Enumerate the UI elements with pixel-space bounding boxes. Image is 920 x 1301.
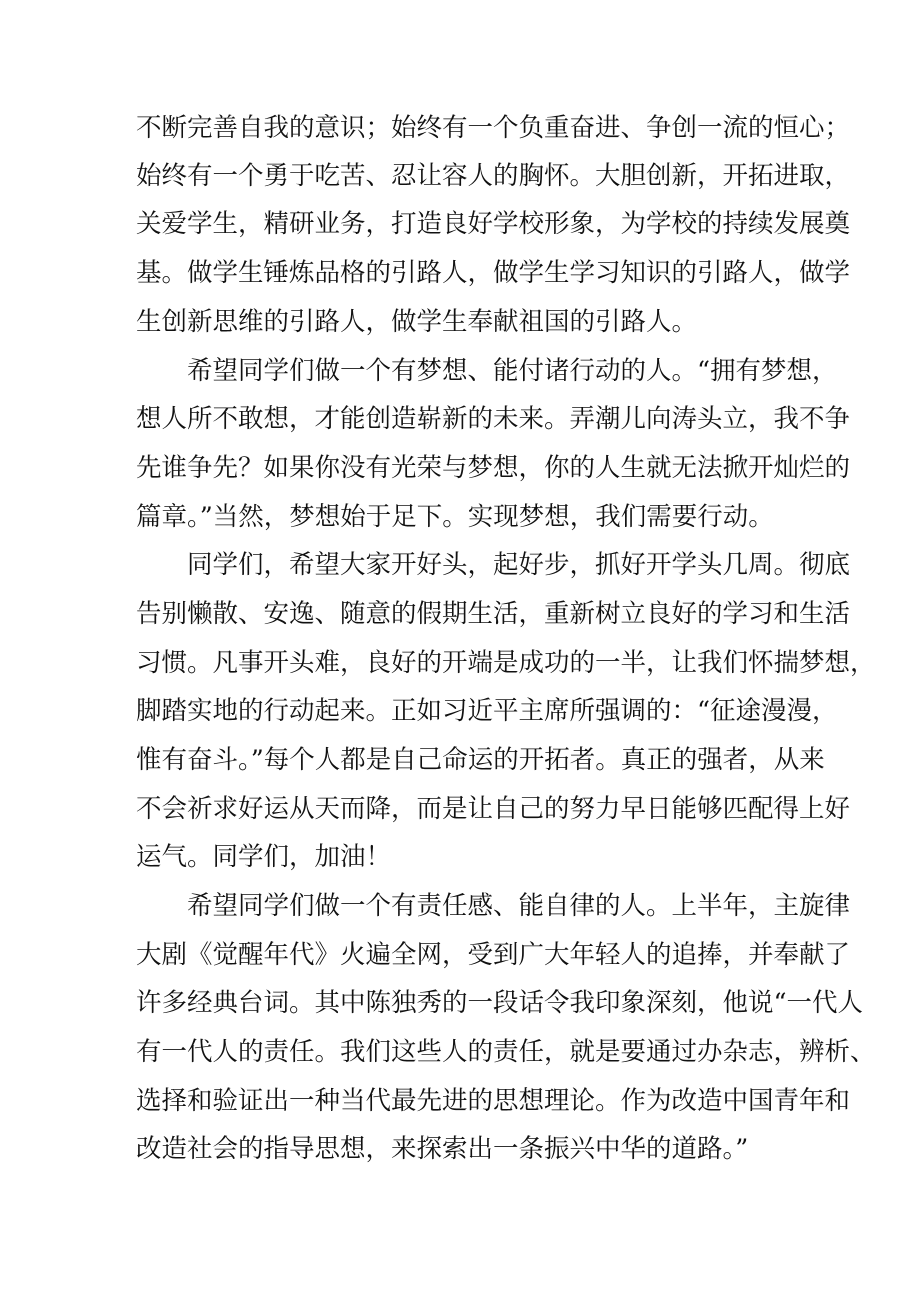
paragraph-first-line: 希望同学们做一个有责任感、能自律的人。上半年，主旋律 bbox=[187, 891, 851, 921]
text-line: 惟有奋斗。”每个人都是自己命运的开拓者。真正的强者，从来 bbox=[136, 745, 825, 775]
text-line: 关爱学生，精研业务，打造良好学校形象，为学校的持续发展奠 bbox=[136, 209, 851, 239]
text-line: 不会祈求好运从天而降，而是让自己的努力早日能够匹配得上好 bbox=[136, 794, 851, 824]
text-line: 始终有一个勇于吃苦、忍让容人的胸怀。大胆创新，开拓进取， bbox=[136, 161, 851, 191]
text-line: 选择和验证出一种当代最先进的思想理论。作为改造中国青年和 bbox=[136, 1086, 851, 1116]
text-line: 大剧《觉醒年代》火遍全网，受到广大年轻人的追捧，并奉献了 bbox=[136, 940, 851, 970]
text-line: 想人所不敢想，才能创造崭新的未来。弄潮儿向涛头立，我不争 bbox=[136, 404, 851, 434]
text-line: 习惯。凡事开头难，良好的开端是成功的一半，让我们怀揣梦想， bbox=[136, 648, 876, 678]
paragraph-first-line: 希望同学们做一个有梦想、能付诸行动的人。“拥有梦想， bbox=[187, 356, 838, 386]
text-line: 改造社会的指导思想，来探索出一条振兴中华的道路。” bbox=[136, 1134, 749, 1164]
text-line: 不断完善自我的意识；始终有一个负重奋进、争创一流的恒心； bbox=[136, 113, 851, 143]
text-line: 篇章。”当然，梦想始于足下。实现梦想，我们需要行动。 bbox=[136, 502, 774, 532]
text-line: 先谁争先？如果你没有光荣与梦想，你的人生就无法掀开灿烂的 bbox=[136, 453, 851, 483]
text-line: 有一代人的责任。我们这些人的责任，就是要通过办杂志，辨析、 bbox=[136, 1037, 876, 1067]
text-line: 生创新思维的引路人，做学生奉献祖国的引路人。 bbox=[136, 307, 698, 337]
text-line: 许多经典台词。其中陈独秀的一段话令我印象深刻，他说“一代人 bbox=[136, 988, 864, 1018]
text-line: 运气。同学们，加油！ bbox=[136, 842, 392, 872]
text-line: 基。做学生锤炼品格的引路人，做学生学习知识的引路人，做学 bbox=[136, 258, 851, 288]
paragraph-first-line: 同学们，希望大家开好头，起好步，抓好开学头几周。彻底 bbox=[187, 550, 851, 580]
text-line: 脚踏实地的行动起来。正如习近平主席所强调的：“征途漫漫， bbox=[136, 696, 838, 726]
text-line: 告别懒散、安逸、随意的假期生活，重新树立良好的学习和生活 bbox=[136, 599, 851, 629]
